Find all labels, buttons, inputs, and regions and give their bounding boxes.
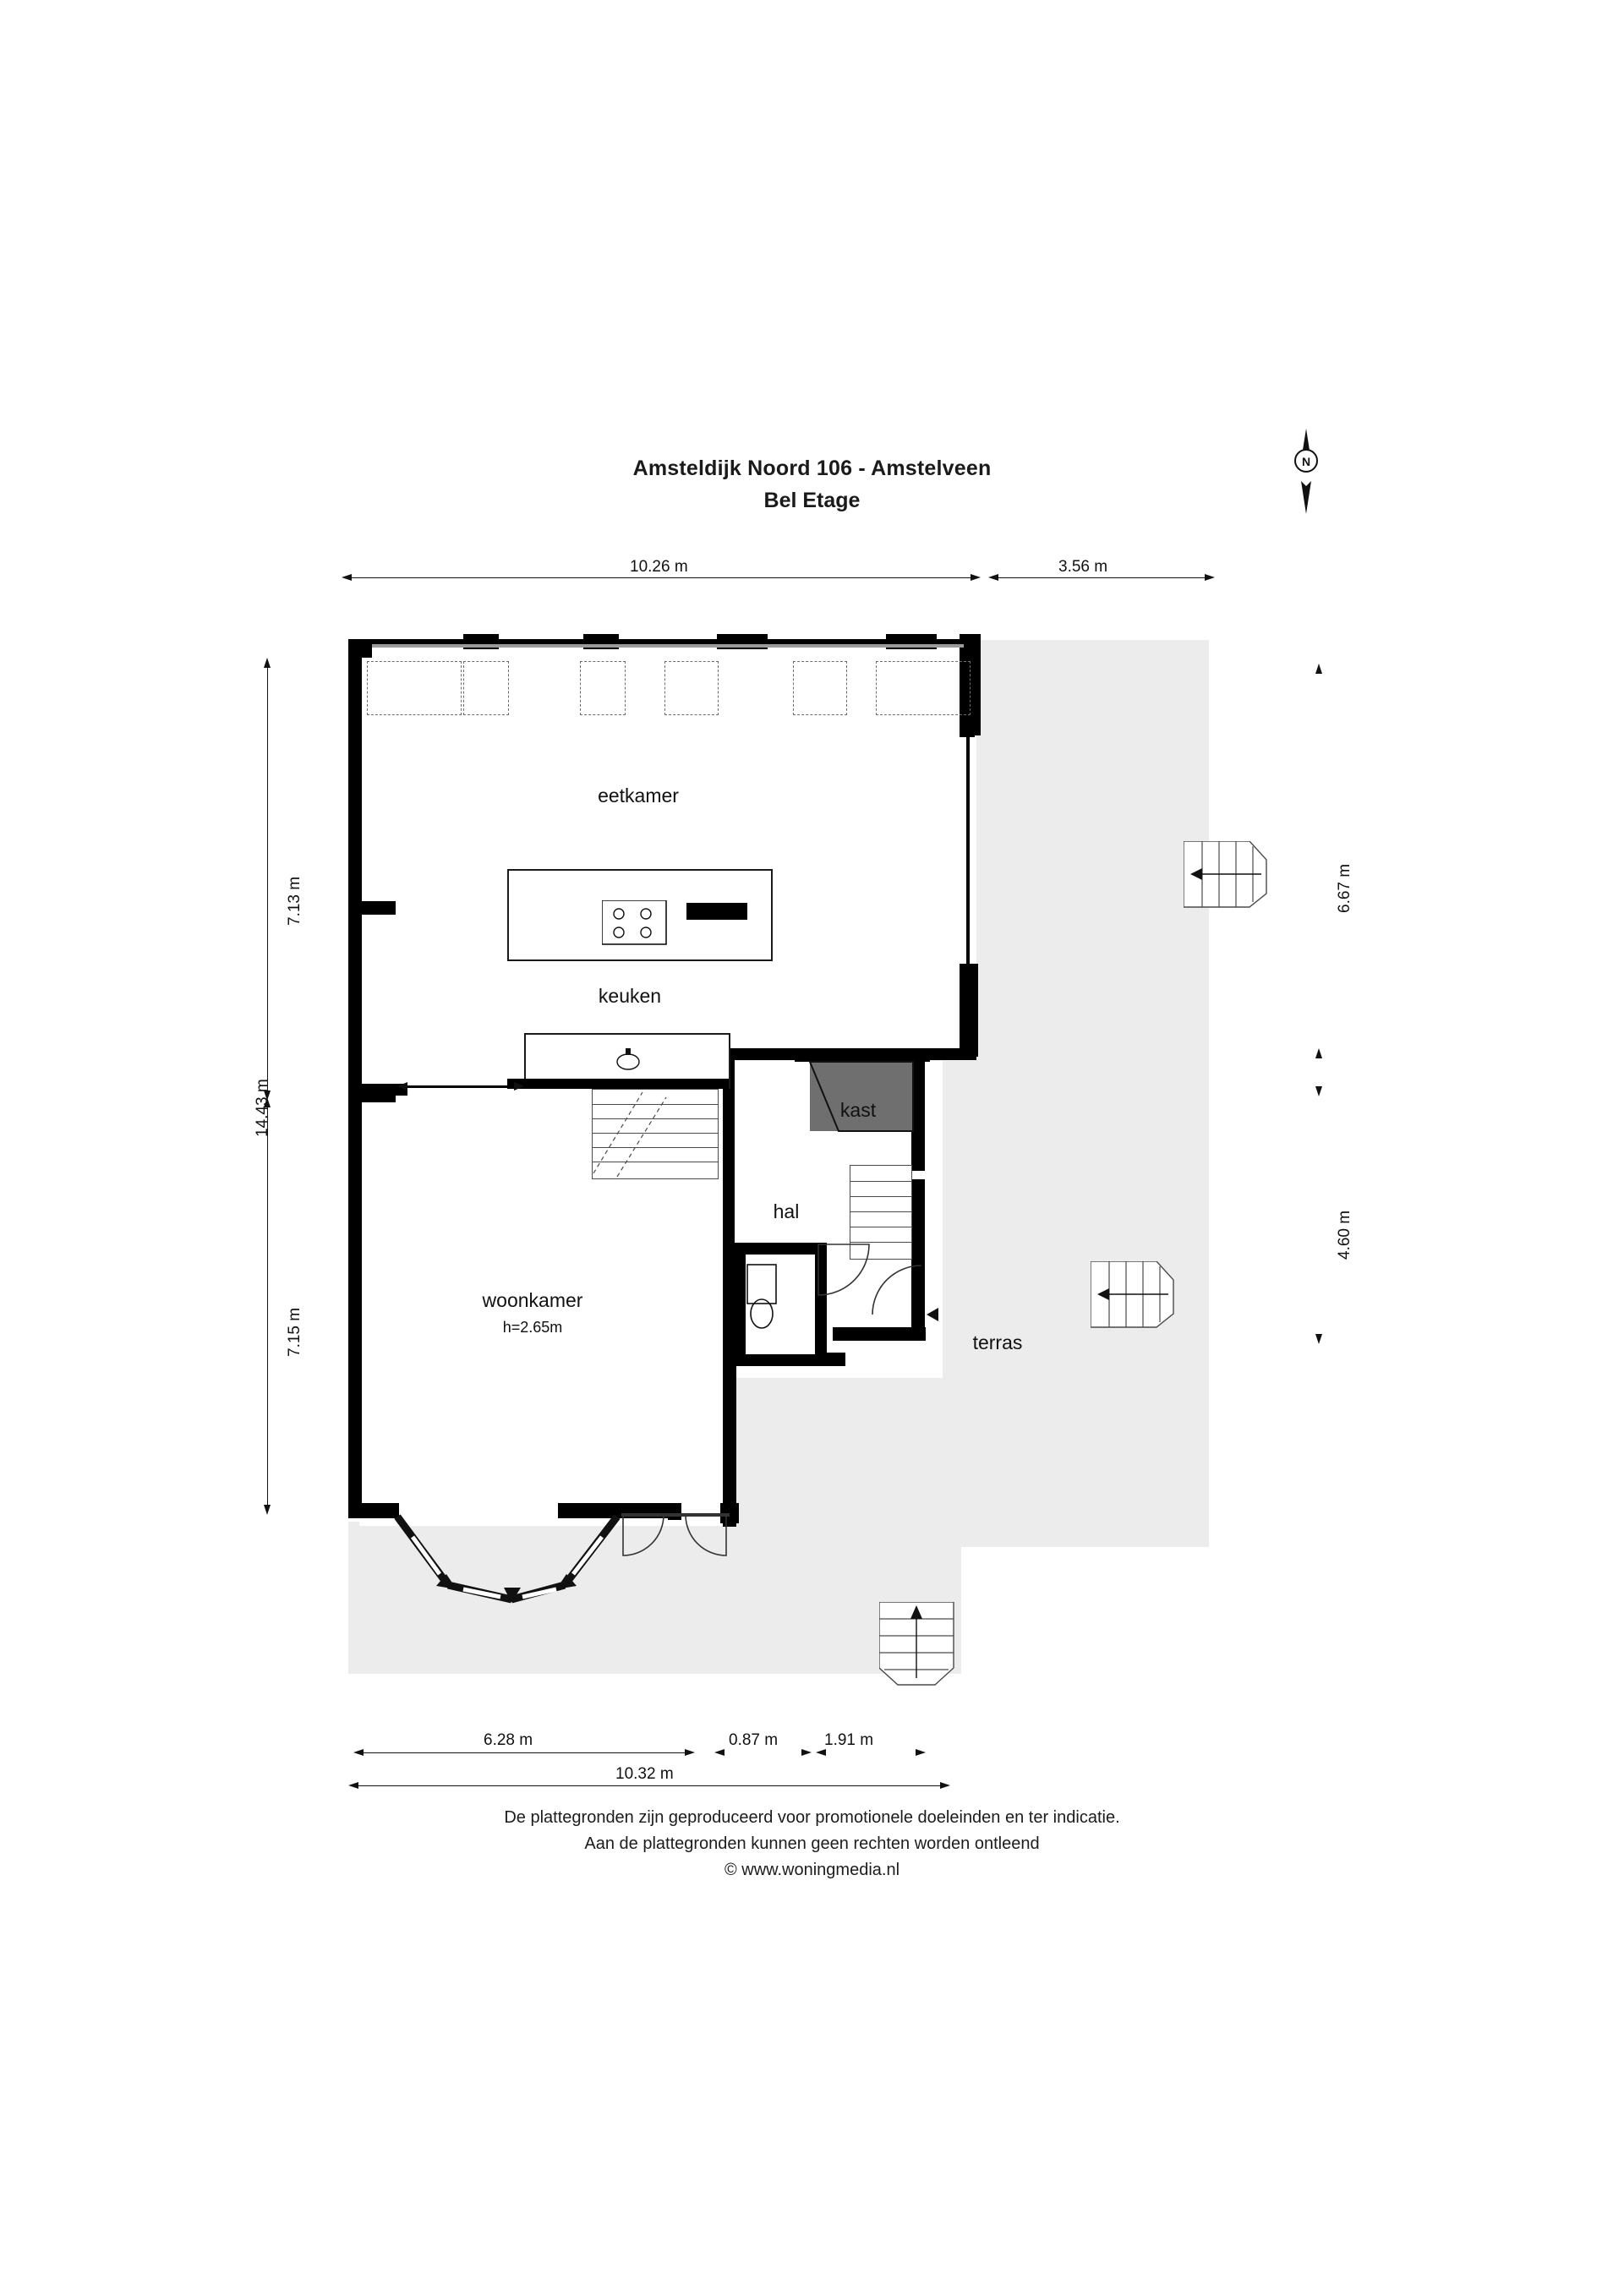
dim-bottom-mid2-label: 1.91 m xyxy=(824,1731,874,1749)
room-label-hal: hal xyxy=(773,1200,800,1222)
room-label-keuken: keuken xyxy=(598,985,662,1007)
window-recess-5 xyxy=(793,661,847,715)
footer-disclaimer xyxy=(0,1805,1624,1883)
footer-line-3: © www.woningmedia.nl xyxy=(724,1861,900,1879)
title-floor: Bel Etage xyxy=(763,489,861,512)
dim-left-total-label: 14.43 m xyxy=(254,1079,271,1137)
room-label-terras: terras xyxy=(972,1331,1023,1353)
terrace-area-upper xyxy=(976,640,1209,1063)
wall-hal-left-lower xyxy=(723,1243,735,1378)
window-recess-1 xyxy=(367,661,462,715)
exterior-stairs-lower xyxy=(1091,1261,1175,1329)
room-label-eetkamer: eetkamer xyxy=(598,784,679,806)
dim-right-lower-label: 4.60 m xyxy=(1336,1210,1353,1260)
title-address: Amsteldijk Noord 106 - Amstelveen xyxy=(632,456,992,480)
wall-right-segment xyxy=(960,964,978,1057)
window-glazing-top xyxy=(372,644,964,648)
dim-bottom-mid-label: 0.87 m xyxy=(729,1731,779,1749)
window-recess-3 xyxy=(580,661,626,715)
room-label-woonkamer-height: h=2.65m xyxy=(502,1319,563,1336)
cooktop-icon xyxy=(602,900,670,951)
wall-left-upper xyxy=(348,639,362,901)
footer-line-2: Aan de plattegronden kunnen geen rechten worden ontleend xyxy=(584,1834,1040,1853)
exterior-stairs-bottom xyxy=(879,1602,955,1686)
wall-left-lower xyxy=(348,1091,362,1513)
dim-bottom-total-label: 10.32 m xyxy=(615,1765,674,1783)
svg-text:N: N xyxy=(1301,455,1311,468)
wall-keuken-counter-edge xyxy=(507,1079,729,1089)
dim-bottom-left-label: 6.28 m xyxy=(484,1731,533,1749)
dim-top-left-label: 10.26 m xyxy=(630,558,688,576)
window-recess-6 xyxy=(876,661,971,715)
wall-right-thin xyxy=(966,737,970,965)
kitchen-island-counter xyxy=(686,903,747,920)
dim-left-upper-label: 7.13 m xyxy=(286,876,303,926)
footer-line-1: De plattegronden zijn geproduceerd voor promotionele doeleinden en ter indicatie. xyxy=(504,1808,1120,1827)
room-label-woonkamer: woonkamer xyxy=(482,1289,583,1311)
french-doors xyxy=(621,1513,731,1572)
dim-left-lower-arrows xyxy=(261,1097,275,1515)
dim-left-upper-arrows xyxy=(261,658,275,1101)
toilet-icon xyxy=(744,1253,820,1356)
dim-right-upper-label: 6.67 m xyxy=(1336,863,1353,913)
wall-left-mid xyxy=(348,901,362,1096)
dim-left-lower-label: 7.15 m xyxy=(286,1307,303,1357)
dim-top-right-label: 3.56 m xyxy=(1058,558,1108,576)
wall-right-upper-stub xyxy=(960,727,975,737)
dim-right-upper-ticks xyxy=(1313,664,1326,1096)
room-label-kast: kast xyxy=(839,1099,877,1121)
sliding-door-arrows xyxy=(397,1075,524,1097)
dim-right-lower-ticks xyxy=(1313,1048,1326,1344)
window-recess-4 xyxy=(664,661,719,715)
window-recess-2 xyxy=(463,661,509,715)
exterior-stairs-upper xyxy=(1184,841,1268,909)
stairs-keuken-diagonals xyxy=(592,1089,719,1179)
sink-icon xyxy=(613,1047,643,1077)
toilet-door xyxy=(817,1243,876,1310)
